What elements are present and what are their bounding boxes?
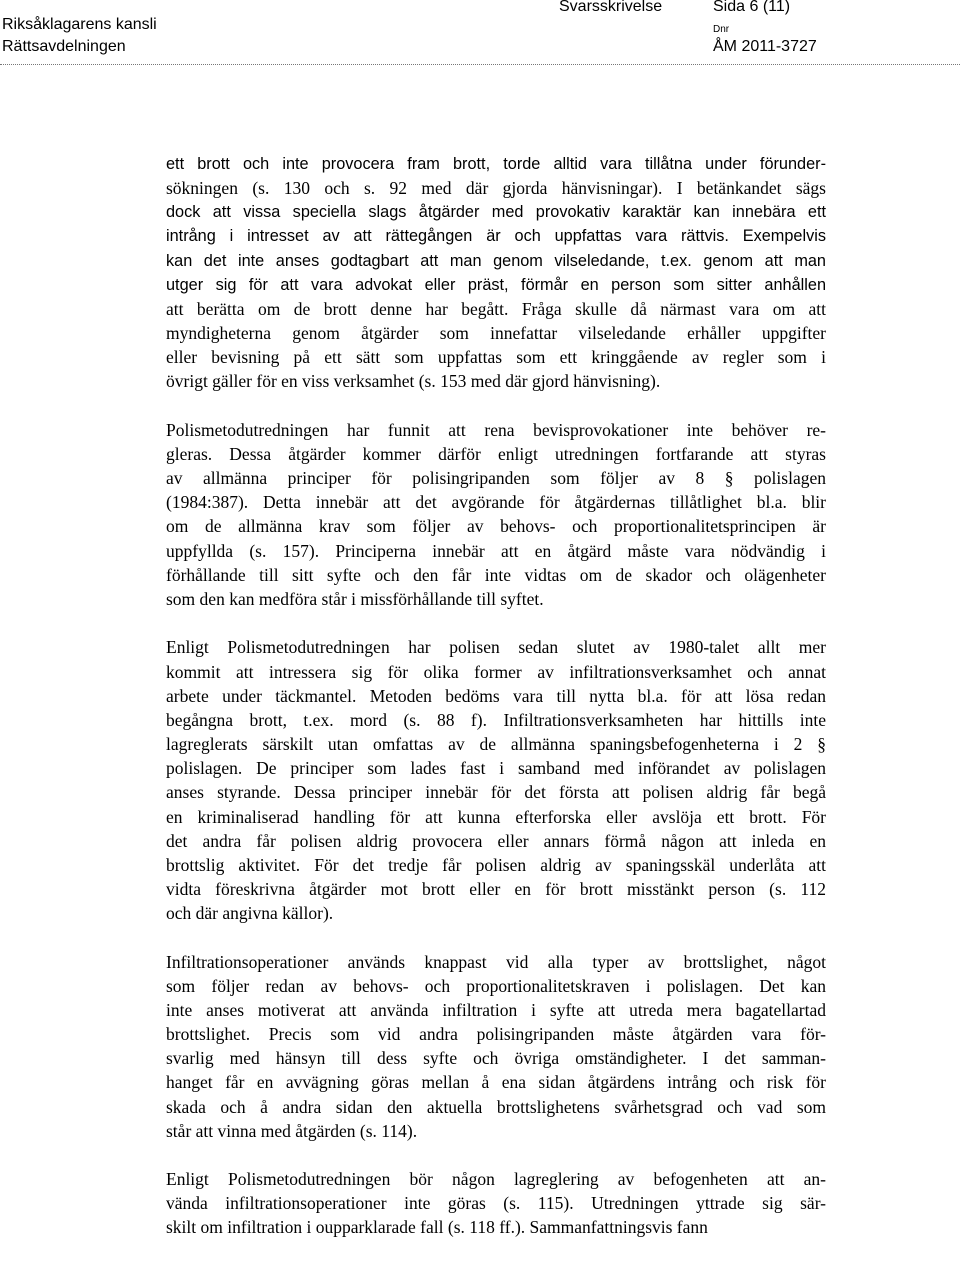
text-line: vidta föreskrivna åtgärder mot brott eller en för brott misstänkt person (s. 112 [166,878,826,899]
text-line: lagreglerats särskilt utan omfattas av de allmänna spaningsbefogenheterna i 2 § [166,734,826,755]
text-line: och där angivna källor). [166,903,334,924]
text-line: står att vinna med åtgärden (s. 114). [166,1120,418,1141]
text-line: inte anses motiverat att använda infiltration i syfte att utreda mera bagatellartad [166,999,826,1020]
text-line: hanget får en avvägning göras mellan å ena sidan åtgärdens intrång och risk för [166,1072,826,1093]
text-line: skilt om infiltration i oupparklarade fall (s. 118 ff.). Sammanfattningsvis fann [166,1217,708,1238]
text-line: (1984:387). Detta innebär att det avgörande för åtgärdernas tillåtlighet bl.a. blir [166,492,826,513]
body-paragraph [166,418,826,611]
text-line: övrigt gäller för en viss verksamhet (s. 153 med där gjord hänvisning). [166,371,661,392]
text-line: brottslighet. Precis som vid andra polisingripanden måste åtgärden vara för- [166,1024,826,1045]
text-line: myndigheterna genom åtgärder som innefattar vilseledande erhåller uppgifter [166,323,826,344]
text-line: skada och å andra sidan den aktuella brottslighetens svårhetsgrad och vad som [166,1096,826,1117]
body-paragraph [166,152,826,394]
text-line: det andra får polisen aldrig provocera eller annars förmå någon att inleda en [166,830,826,851]
text-line: Infiltrationsoperationer används knappast vid alla typer av brottslighet, något [166,951,826,972]
text-line: Enligt Polismetodutredningen bör någon lagreglering av befogenheten att an- [166,1169,826,1190]
text-line: om de allmänna krav som följer av behovs- och proportionalitetsprincipen är [166,516,826,537]
text-line: en kriminaliserad handling för att kunna efterforska eller avslöja ett brott. För [166,806,826,827]
text-line: dock att vissa speciella slags åtgärder med provokativ karaktär kan innebära ett [166,203,826,222]
header-dnr-value: ÅM 2011-3727 [713,38,817,55]
text-line: eller bevisning på ett sätt som uppfattas som ett kringgående av regler som i [166,347,826,368]
header-page-number: Sida 6 (11) [713,0,791,15]
page-header [0,0,960,70]
text-line: att berätta om de brott denne har begått. Fråga skulle då närmast vara om att [166,298,826,319]
text-line: arbete under täckmantel. Metoden bedöms vara till nytta bl.a. för att lösa redan [166,685,826,706]
text-line: ett brott och inte provocera fram brott, torde alltid vara tillåtna under förunder- [166,155,826,173]
header-department: Rättsavdelningen [2,38,126,55]
text-line: av allmänna principer för polisingripanden som följer av 8 § polislagen [166,468,826,489]
text-line: polislagen. De principer som lades fast i samband med införandet av polislagen [166,758,826,779]
text-line: uppfyllda (s. 157). Principerna innebär att en åtgärd måste vara nödvändig i [166,540,826,561]
text-line: begångna brott, t.ex. mord (s. 88 f). Infiltrationsverksamheten har hittills inte [166,709,826,730]
text-line: Enligt Polismetodutredningen har polisen sedan slutet av 1980-talet allt mer [166,637,826,658]
body-paragraph [166,1167,826,1239]
text-line: som följer redan av behovs- och proportionalitetskraven i polislagen. Det kan [166,975,826,996]
header-document-type: Svarsskrivelse [559,0,663,15]
text-line: intrång i intresset av att rättegången är och uppfattas vara rättvis. Exempelvis [166,227,826,246]
header-organization: Riksåklagarens kansli [2,16,157,33]
body-paragraph [166,950,826,1143]
text-line: svarlig med hänsyn till dess syfte och övriga omständigheter. I det samman- [166,1048,826,1069]
document-body [166,152,826,1264]
text-line: kommit att intressera sig för olika former av infiltrationsverksamhet och annat [166,661,826,682]
header-divider [0,64,960,65]
text-line: utger sig för att vara advokat eller präst, förmår en person som sitter anhållen [166,275,826,294]
text-line: gleras. Dessa åtgärder kommer därför enligt utredningen fortfarande att styras [166,444,826,465]
text-line: sökningen (s. 130 och s. 92 med där gjorda hänvisningar). I betänkandet sägs [166,178,826,199]
body-paragraph [166,635,826,925]
text-line: som den kan medföra står i missförhållande till syftet. [166,588,544,609]
text-line: brottslig aktivitet. För det tredje får polisen aldrig av spaningsskäl underlåta att [166,854,826,875]
text-line: anses styrande. Dessa principer innebär för det första att polisen aldrig får begå [166,782,826,803]
text-line: förhållande till sitt syfte och den får inte vidtas om de skador och olägenheter [166,564,826,585]
text-line: kan det inte anses godtagbart att man genom vilseledande, t.ex. genom att man [166,251,826,270]
header-dnr-label: Dnr [713,24,730,35]
text-line: vända infiltrationsoperationer inte göras (s. 115). Utredningen yttrade sig sär- [166,1193,826,1214]
text-line: Polismetodutredningen har funnit att rena bevisprovokationer inte behöver re- [166,419,826,440]
